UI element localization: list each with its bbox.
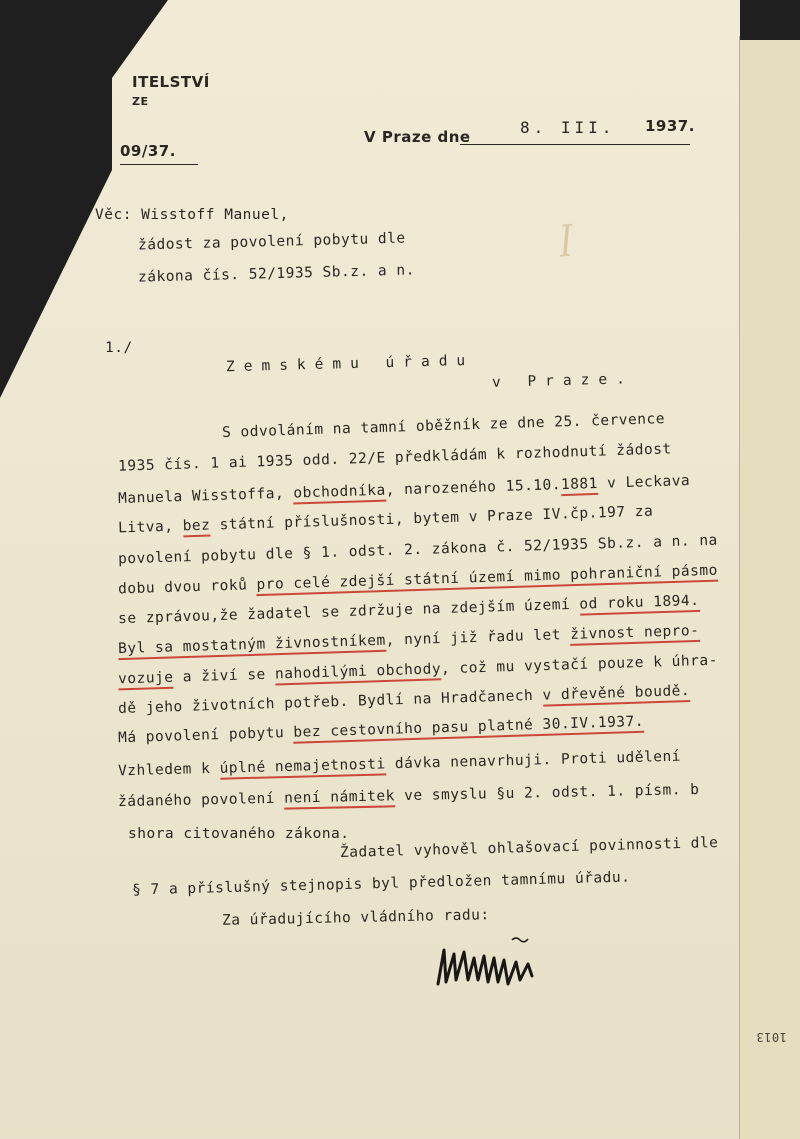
body-line-5: povolení pobytu dle § 1. odst. 2. zákona č. 52/1935 Sb.z. a n. na (117, 532, 719, 568)
underlined-trade-cont: vozuje (118, 670, 174, 691)
underlined-since-year: od roku 1894. (579, 593, 700, 616)
underlined-trade: živnost nepro- (570, 623, 700, 646)
body-line-2: 1935 čís. 1 ai 1935 odd. 22/E předkládám k rozhodnutí žádost (117, 441, 672, 475)
text-segment: Litva, (117, 518, 183, 537)
date-year: 1937. (645, 117, 695, 135)
reference-number: 09/37. (120, 142, 198, 165)
text-segment: , což mu vystačí pouze k úhra- (440, 652, 719, 678)
item-number: 1./ (105, 340, 133, 356)
office-name: ITELSTVÍ (132, 73, 210, 91)
underlined-occasional-business: nahodilými obchody (275, 661, 442, 685)
body-line-14: shora citovaného zákona. (128, 826, 350, 842)
body-line-17: Za úřadujícího vládního radu: (221, 907, 490, 929)
text-segment: Vzhledem k (117, 760, 220, 780)
body-line-16: § 7 a příslušný stejnopis byl předložen tamnímu úřadu. (131, 869, 631, 899)
underlined-territory: pro celé zdejší státní území mimo pohraniční pásmo (256, 563, 718, 596)
text-segment: a živí se (173, 666, 276, 686)
subject-line-3: zákona čís. 52/1935 Sb.z. a n. (137, 262, 416, 286)
underlined-birth-year: 1881 (561, 476, 599, 496)
text-segment: dobu dvou roků (117, 577, 257, 598)
underlined-no-property: úplné nemajetnosti (219, 756, 386, 779)
underlined-wooden-shed: v dřevěné boudě. (542, 683, 690, 707)
underlined-bez: bez (182, 518, 210, 538)
text-segment: Má povolení pobytu (117, 724, 294, 747)
text-segment: se zprávou,že žadatel se zdržuje na zdejším území (117, 596, 580, 628)
recipient-office: Zemskému úřadu (225, 352, 475, 376)
date-day: 8. III. (520, 118, 616, 137)
faded-stamp: ꟾ (557, 224, 576, 266)
text-segment: dávka nenavrhuji. Proti udělení (385, 748, 682, 773)
underlined-passport: bez cestovního pasu platné 30.IV.1937. (293, 714, 644, 744)
place-date-label: V Praze dne (364, 128, 471, 146)
text-segment: Manuela Wisstoffa, (117, 485, 294, 507)
body-line-15: Žadatel vyhověl ohlašovací povinnosti dle (339, 835, 719, 861)
underlined-occupation: obchodníka (293, 483, 386, 505)
text-segment: , nyní již řadu let (385, 626, 571, 649)
text-segment: ve smyslu §u 2. odst. 1. písm. b (394, 781, 700, 805)
page-mark: 1013 (756, 1030, 787, 1044)
subject-line-2: žádost za povolení pobytu dle (137, 230, 406, 254)
office-subtitle: ZE (132, 95, 149, 108)
subject-line-1: Věc: Wisstoff Manuel, (95, 207, 289, 223)
text-segment: , narozeného 15.10. (385, 477, 562, 499)
text-segment: státní příslušnosti, bytem v Praze IV.čp.197 za (210, 503, 654, 534)
underlined-self-employed: Byl sa mostatným živnostníkem (118, 633, 386, 660)
text-segment: žádaného povolení (117, 790, 285, 811)
underlined-no-objection: není námitek (284, 788, 395, 809)
text-segment: dě jeho životních potřeb. Bydlí na Hradčanech (117, 687, 543, 717)
recipient-city: v Praze. (491, 371, 635, 391)
body-line-1: S odvoláním na tamní oběžník ze dne 25. července (221, 411, 666, 441)
text-segment: v Leckava (597, 473, 691, 492)
